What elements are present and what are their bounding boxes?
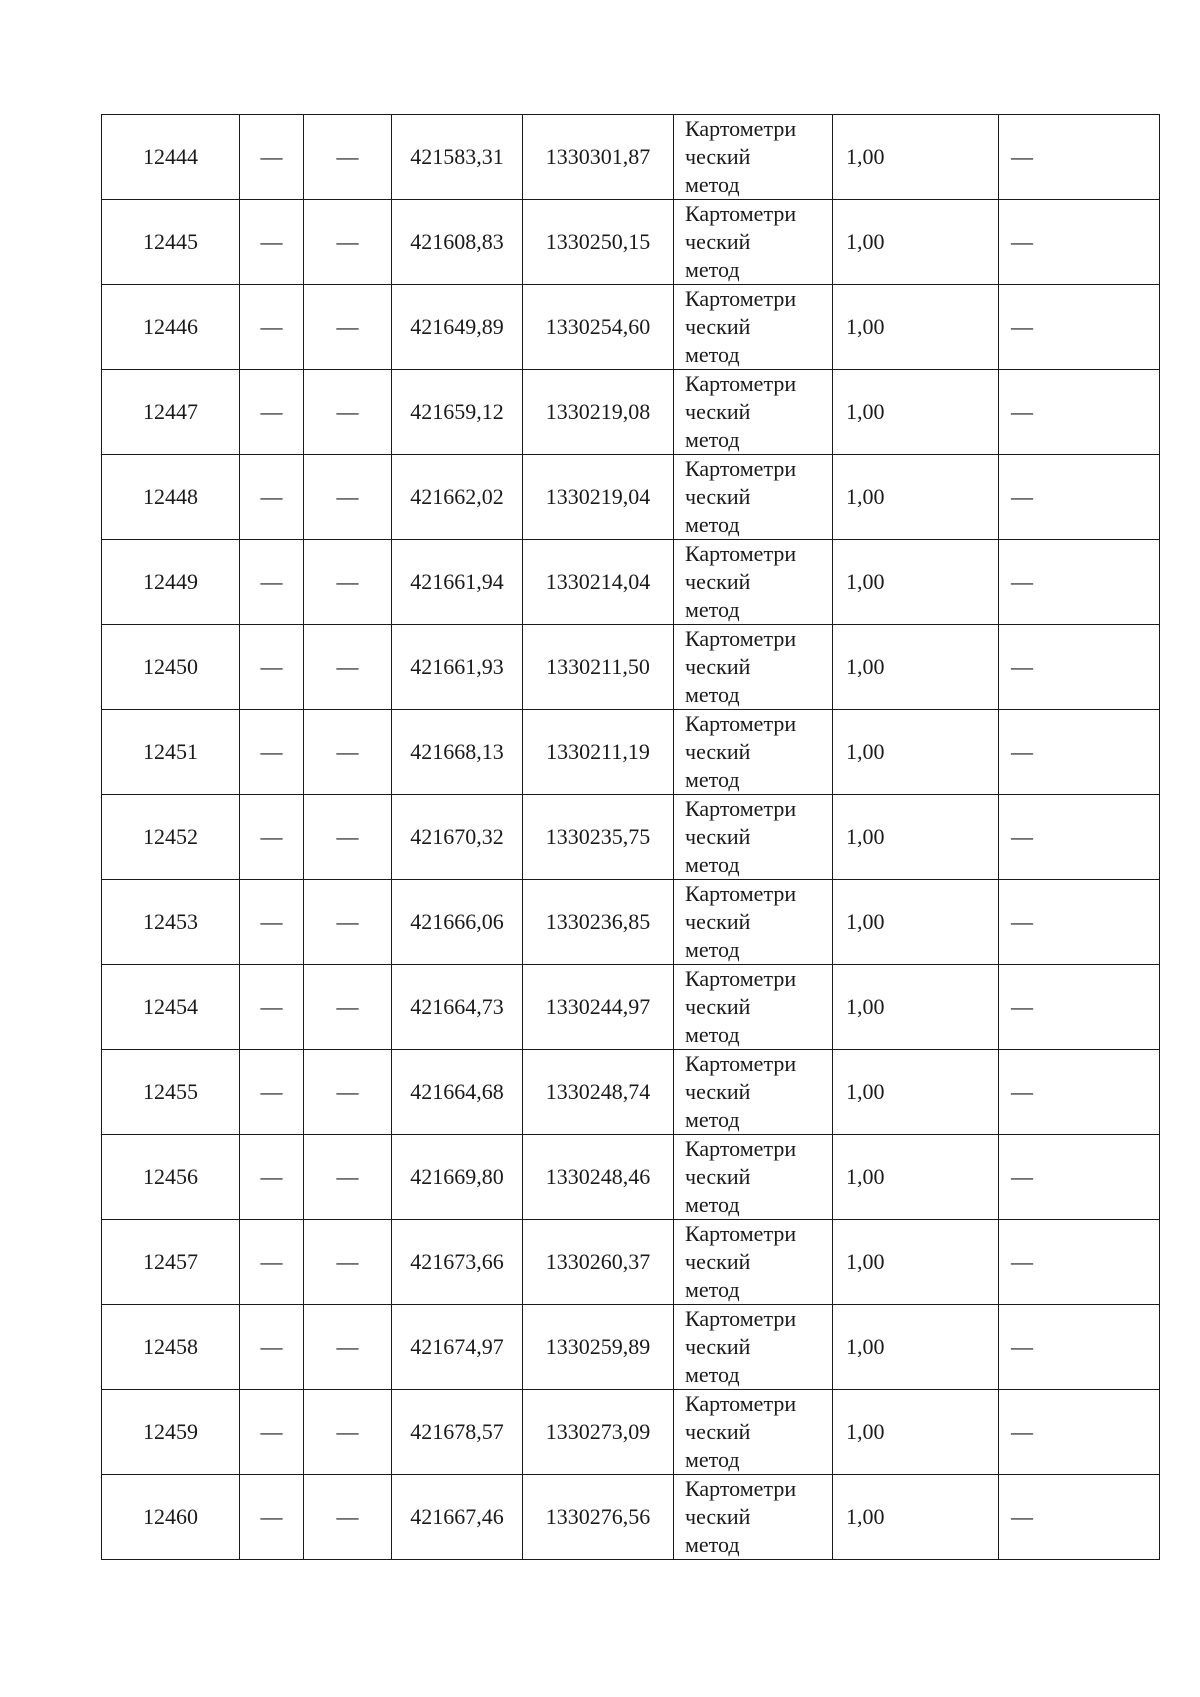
method-text-line: ческий xyxy=(685,824,751,849)
column-2-cell: — xyxy=(240,880,304,965)
column-2-cell: — xyxy=(240,455,304,540)
x-coordinate-cell: 421661,93 xyxy=(392,625,523,710)
accuracy-cell: 1,00 xyxy=(833,1050,999,1135)
point-number-cell: 12450 xyxy=(102,625,240,710)
x-coordinate-cell: 421659,12 xyxy=(392,370,523,455)
method-text-line: Картометри xyxy=(685,796,797,821)
column-3-cell: — xyxy=(304,1475,392,1560)
column-8-cell: — xyxy=(999,1475,1160,1560)
method-text-line: ческий xyxy=(685,654,751,679)
column-3-cell: — xyxy=(304,540,392,625)
table-row xyxy=(102,1475,1160,1560)
column-2-cell: — xyxy=(240,710,304,795)
accuracy-cell: 1,00 xyxy=(833,1390,999,1475)
method-text-line: метод xyxy=(685,767,740,792)
method-text-line: метод xyxy=(685,1022,740,1047)
table-row xyxy=(102,880,1160,965)
method-text-line: Картометри xyxy=(685,881,797,906)
column-3-cell: — xyxy=(304,795,392,880)
method-text-line: ческий xyxy=(685,909,751,934)
method-cell xyxy=(674,1305,833,1390)
x-coordinate-cell: 421669,80 xyxy=(392,1135,523,1220)
column-3-cell: — xyxy=(304,880,392,965)
column-3-cell: — xyxy=(304,1050,392,1135)
column-3-cell: — xyxy=(304,455,392,540)
accuracy-cell: 1,00 xyxy=(833,1305,999,1390)
column-3-cell: — xyxy=(304,1390,392,1475)
x-coordinate-cell: 421661,94 xyxy=(392,540,523,625)
table-row xyxy=(102,1305,1160,1390)
method-text-line: ческий xyxy=(685,144,751,169)
method-text-line: метод xyxy=(685,1192,740,1217)
y-coordinate-cell: 1330276,56 xyxy=(523,1475,674,1560)
method-cell xyxy=(674,200,833,285)
column-8-cell: — xyxy=(999,1390,1160,1475)
column-3-cell: — xyxy=(304,965,392,1050)
column-2-cell: — xyxy=(240,1220,304,1305)
method-text-line: Картометри xyxy=(685,286,797,311)
accuracy-cell: 1,00 xyxy=(833,880,999,965)
y-coordinate-cell: 1330236,85 xyxy=(523,880,674,965)
x-coordinate-cell: 421608,83 xyxy=(392,200,523,285)
method-cell xyxy=(674,710,833,795)
column-2-cell: — xyxy=(240,965,304,1050)
x-coordinate-cell: 421583,31 xyxy=(392,115,523,200)
y-coordinate-cell: 1330244,97 xyxy=(523,965,674,1050)
column-8-cell: — xyxy=(999,965,1160,1050)
y-coordinate-cell: 1330259,89 xyxy=(523,1305,674,1390)
y-coordinate-cell: 1330248,46 xyxy=(523,1135,674,1220)
y-coordinate-cell: 1330273,09 xyxy=(523,1390,674,1475)
accuracy-cell: 1,00 xyxy=(833,1475,999,1560)
accuracy-cell: 1,00 xyxy=(833,540,999,625)
y-coordinate-cell: 1330301,87 xyxy=(523,115,674,200)
table-row xyxy=(102,710,1160,795)
method-text-line: ческий xyxy=(685,569,751,594)
method-text-line: метод xyxy=(685,427,740,452)
column-2-cell: — xyxy=(240,1390,304,1475)
column-2-cell: — xyxy=(240,795,304,880)
method-cell xyxy=(674,1050,833,1135)
table-row xyxy=(102,455,1160,540)
point-number-cell: 12458 xyxy=(102,1305,240,1390)
method-text-line: метод xyxy=(685,682,740,707)
method-text-line: метод xyxy=(685,1277,740,1302)
point-number-cell: 12447 xyxy=(102,370,240,455)
column-8-cell: — xyxy=(999,115,1160,200)
x-coordinate-cell: 421668,13 xyxy=(392,710,523,795)
method-text-line: Картометри xyxy=(685,541,797,566)
table-row xyxy=(102,965,1160,1050)
method-text-line: Картометри xyxy=(685,626,797,651)
column-8-cell: — xyxy=(999,1220,1160,1305)
x-coordinate-cell: 421678,57 xyxy=(392,1390,523,1475)
accuracy-cell: 1,00 xyxy=(833,200,999,285)
accuracy-cell: 1,00 xyxy=(833,795,999,880)
column-8-cell: — xyxy=(999,795,1160,880)
method-cell xyxy=(674,880,833,965)
method-cell xyxy=(674,370,833,455)
method-text-line: Картометри xyxy=(685,1051,797,1076)
x-coordinate-cell: 421664,68 xyxy=(392,1050,523,1135)
column-3-cell: — xyxy=(304,625,392,710)
method-text-line: метод xyxy=(685,597,740,622)
method-text-line: ческий xyxy=(685,484,751,509)
accuracy-cell: 1,00 xyxy=(833,455,999,540)
x-coordinate-cell: 421664,73 xyxy=(392,965,523,1050)
accuracy-cell: 1,00 xyxy=(833,285,999,370)
table-row xyxy=(102,370,1160,455)
method-text-line: ческий xyxy=(685,314,751,339)
y-coordinate-cell: 1330254,60 xyxy=(523,285,674,370)
x-coordinate-cell: 421666,06 xyxy=(392,880,523,965)
method-cell xyxy=(674,795,833,880)
accuracy-cell: 1,00 xyxy=(833,1220,999,1305)
method-text-line: ческий xyxy=(685,229,751,254)
column-8-cell: — xyxy=(999,370,1160,455)
column-8-cell: — xyxy=(999,880,1160,965)
y-coordinate-cell: 1330211,19 xyxy=(523,710,674,795)
accuracy-cell: 1,00 xyxy=(833,710,999,795)
accuracy-cell: 1,00 xyxy=(833,965,999,1050)
column-3-cell: — xyxy=(304,710,392,795)
table-row xyxy=(102,115,1160,200)
column-3-cell: — xyxy=(304,285,392,370)
x-coordinate-cell: 421667,46 xyxy=(392,1475,523,1560)
method-text-line: Картометри xyxy=(685,371,797,396)
column-2-cell: — xyxy=(240,370,304,455)
column-2-cell: — xyxy=(240,1305,304,1390)
method-text-line: Картометри xyxy=(685,116,797,141)
method-text-line: Картометри xyxy=(685,1136,797,1161)
method-text-line: Картометри xyxy=(685,201,797,226)
point-number-cell: 12446 xyxy=(102,285,240,370)
y-coordinate-cell: 1330211,50 xyxy=(523,625,674,710)
table-row xyxy=(102,795,1160,880)
column-8-cell: — xyxy=(999,455,1160,540)
method-text-line: ческий xyxy=(685,1249,751,1274)
point-number-cell: 12453 xyxy=(102,880,240,965)
coordinates-table-body xyxy=(102,115,1160,1560)
column-8-cell: — xyxy=(999,1135,1160,1220)
column-3-cell: — xyxy=(304,370,392,455)
method-text-line: ческий xyxy=(685,399,751,424)
method-text-line: ческий xyxy=(685,1164,751,1189)
column-2-cell: — xyxy=(240,540,304,625)
point-number-cell: 12449 xyxy=(102,540,240,625)
column-8-cell: — xyxy=(999,625,1160,710)
method-cell xyxy=(674,285,833,370)
y-coordinate-cell: 1330219,08 xyxy=(523,370,674,455)
column-3-cell: — xyxy=(304,115,392,200)
y-coordinate-cell: 1330219,04 xyxy=(523,455,674,540)
coordinates-table xyxy=(101,114,1160,1560)
method-text-line: метод xyxy=(685,257,740,282)
point-number-cell: 12456 xyxy=(102,1135,240,1220)
method-text-line: метод xyxy=(685,1107,740,1132)
method-text-line: ческий xyxy=(685,739,751,764)
method-text-line: ческий xyxy=(685,1334,751,1359)
method-text-line: метод xyxy=(685,1447,740,1472)
method-text-line: ческий xyxy=(685,1419,751,1444)
column-2-cell: — xyxy=(240,200,304,285)
column-2-cell: — xyxy=(240,1135,304,1220)
point-number-cell: 12455 xyxy=(102,1050,240,1135)
method-cell xyxy=(674,1390,833,1475)
method-text-line: ческий xyxy=(685,994,751,1019)
accuracy-cell: 1,00 xyxy=(833,370,999,455)
column-3-cell: — xyxy=(304,1220,392,1305)
accuracy-cell: 1,00 xyxy=(833,625,999,710)
column-3-cell: — xyxy=(304,1135,392,1220)
method-text-line: метод xyxy=(685,1362,740,1387)
x-coordinate-cell: 421670,32 xyxy=(392,795,523,880)
table-row xyxy=(102,1135,1160,1220)
column-3-cell: — xyxy=(304,200,392,285)
y-coordinate-cell: 1330260,37 xyxy=(523,1220,674,1305)
column-2-cell: — xyxy=(240,625,304,710)
method-cell xyxy=(674,965,833,1050)
method-cell xyxy=(674,540,833,625)
column-8-cell: — xyxy=(999,285,1160,370)
y-coordinate-cell: 1330248,74 xyxy=(523,1050,674,1135)
method-cell xyxy=(674,625,833,710)
accuracy-cell: 1,00 xyxy=(833,1135,999,1220)
x-coordinate-cell: 421662,02 xyxy=(392,455,523,540)
method-text-line: Картометри xyxy=(685,456,797,481)
y-coordinate-cell: 1330235,75 xyxy=(523,795,674,880)
column-8-cell: — xyxy=(999,1050,1160,1135)
method-text-line: метод xyxy=(685,852,740,877)
table-row xyxy=(102,1050,1160,1135)
point-number-cell: 12457 xyxy=(102,1220,240,1305)
x-coordinate-cell: 421674,97 xyxy=(392,1305,523,1390)
column-2-cell: — xyxy=(240,1475,304,1560)
point-number-cell: 12454 xyxy=(102,965,240,1050)
method-text-line: метод xyxy=(685,1532,740,1557)
x-coordinate-cell: 421673,66 xyxy=(392,1220,523,1305)
x-coordinate-cell: 421649,89 xyxy=(392,285,523,370)
y-coordinate-cell: 1330214,04 xyxy=(523,540,674,625)
point-number-cell: 12451 xyxy=(102,710,240,795)
table-row xyxy=(102,540,1160,625)
method-text-line: ческий xyxy=(685,1079,751,1104)
point-number-cell: 12448 xyxy=(102,455,240,540)
column-3-cell: — xyxy=(304,1305,392,1390)
method-text-line: Картометри xyxy=(685,1306,797,1331)
point-number-cell: 12459 xyxy=(102,1390,240,1475)
point-number-cell: 12444 xyxy=(102,115,240,200)
table-row xyxy=(102,200,1160,285)
method-text-line: Картометри xyxy=(685,711,797,736)
method-cell xyxy=(674,1475,833,1560)
method-cell xyxy=(674,1135,833,1220)
method-text-line: Картометри xyxy=(685,1391,797,1416)
method-cell xyxy=(674,1220,833,1305)
method-text-line: Картометри xyxy=(685,966,797,991)
method-text-line: метод xyxy=(685,512,740,537)
method-text-line: метод xyxy=(685,172,740,197)
table-row xyxy=(102,1390,1160,1475)
table-row xyxy=(102,625,1160,710)
column-2-cell: — xyxy=(240,115,304,200)
table-row xyxy=(102,1220,1160,1305)
table-row xyxy=(102,285,1160,370)
point-number-cell: 12452 xyxy=(102,795,240,880)
column-8-cell: — xyxy=(999,540,1160,625)
point-number-cell: 12445 xyxy=(102,200,240,285)
column-8-cell: — xyxy=(999,1305,1160,1390)
method-text-line: Картометри xyxy=(685,1476,797,1501)
method-cell xyxy=(674,115,833,200)
y-coordinate-cell: 1330250,15 xyxy=(523,200,674,285)
accuracy-cell: 1,00 xyxy=(833,115,999,200)
column-8-cell: — xyxy=(999,710,1160,795)
method-cell xyxy=(674,455,833,540)
method-text-line: метод xyxy=(685,937,740,962)
column-2-cell: — xyxy=(240,285,304,370)
column-8-cell: — xyxy=(999,200,1160,285)
method-text-line: метод xyxy=(685,342,740,367)
point-number-cell: 12460 xyxy=(102,1475,240,1560)
column-2-cell: — xyxy=(240,1050,304,1135)
method-text-line: Картометри xyxy=(685,1221,797,1246)
method-text-line: ческий xyxy=(685,1504,751,1529)
